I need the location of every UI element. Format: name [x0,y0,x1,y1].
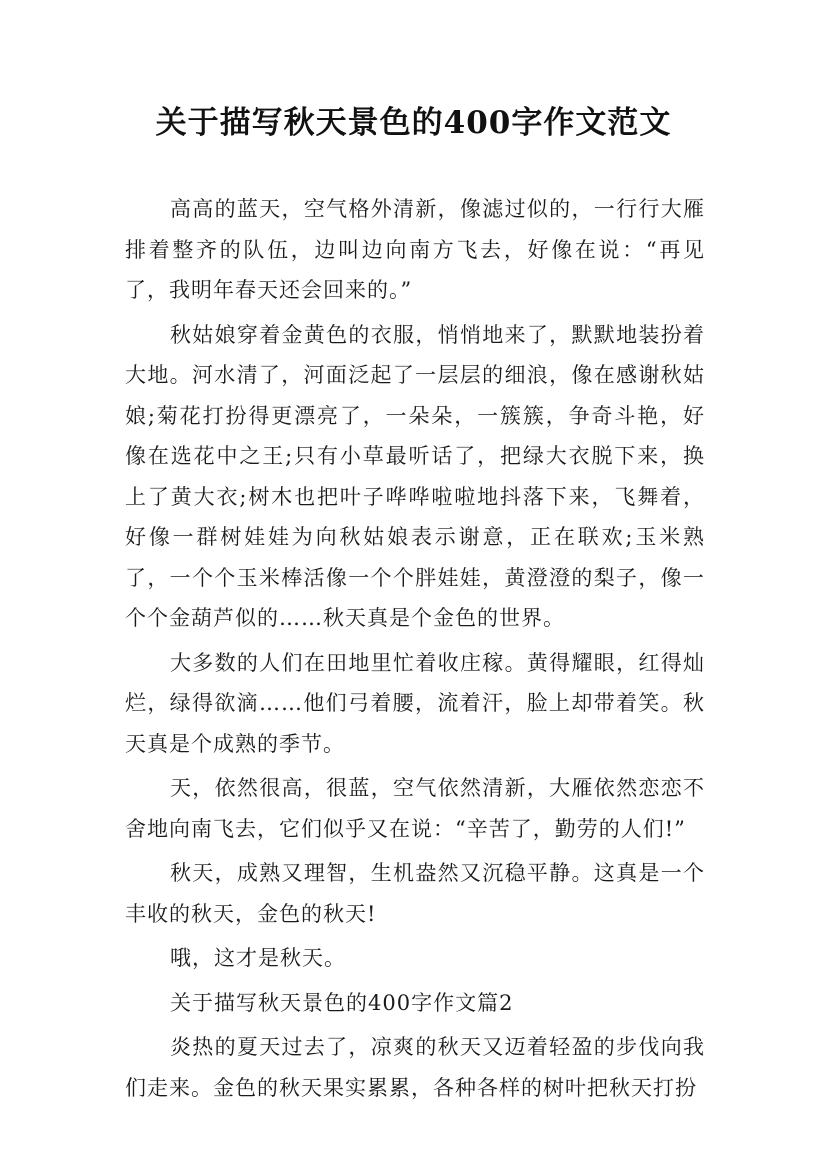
paragraph-3: 大多数的人们在田地里忙着收庄稼。黄得耀眼，红得灿烂，绿得欲滴……他们弓着腰，流着汗，脸上却带着笑。秋天真是个成熟的季节。 [125,650,705,756]
document-body [125,189,705,1112]
paragraph-2: 秋姑娘穿着金黄色的衣服，悄悄地来了，默默地装扮着大地。河水清了，河面泛起了一层层的细浪，像在感谢秋姑娘;菊花打扮得更漂亮了，一朵朵，一簇簇，争奇斗艳，好像在选花中之王;只有小草最听话了，把绿大衣脱下来，换上了黄大衣;树木也把叶子哗哗啦啦地抖落下来，飞舞着，好像一群树娃娃为向秋姑娘表示谢意，正在联欢;玉米熟了，一个个玉米棒活像一个个胖娃娃，黄澄澄的梨子，像一个个金葫芦似的……秋天真是个金色的世界。 [125,322,705,630]
paragraph-6: 哦，这才是秋天。 [170,946,346,970]
paragraph-1: 高高的蓝天，空气格外清新，像滤过似的，一行行大雁排着整齐的队伍，边叫边向南方飞去，好像在说：“再见了，我明年春天还会回来的。” [125,197,705,302]
paragraph-7: 炎热的夏天过去了，凉爽的秋天又迈着轻盈的步伐向我们走来。金色的秋天果实累累，各种各样的树叶把秋天打扮 [125,1035,705,1100]
paragraph-5: 秋天，成熟又理智，生机盎然又沉稳平静。这真是一个丰收的秋天，金色的秋天! [125,861,705,926]
document-title: 关于描写秋天景色的400字作文范文 [155,105,672,141]
section-heading: 关于描写秋天景色的400字作文篇2 [170,990,514,1015]
paragraph-4: 天，依然很高，很蓝，空气依然清新，大雁依然恋恋不舍地向南飞去，它们似乎又在说：“辛苦了，勤劳的人们!” [125,776,705,841]
